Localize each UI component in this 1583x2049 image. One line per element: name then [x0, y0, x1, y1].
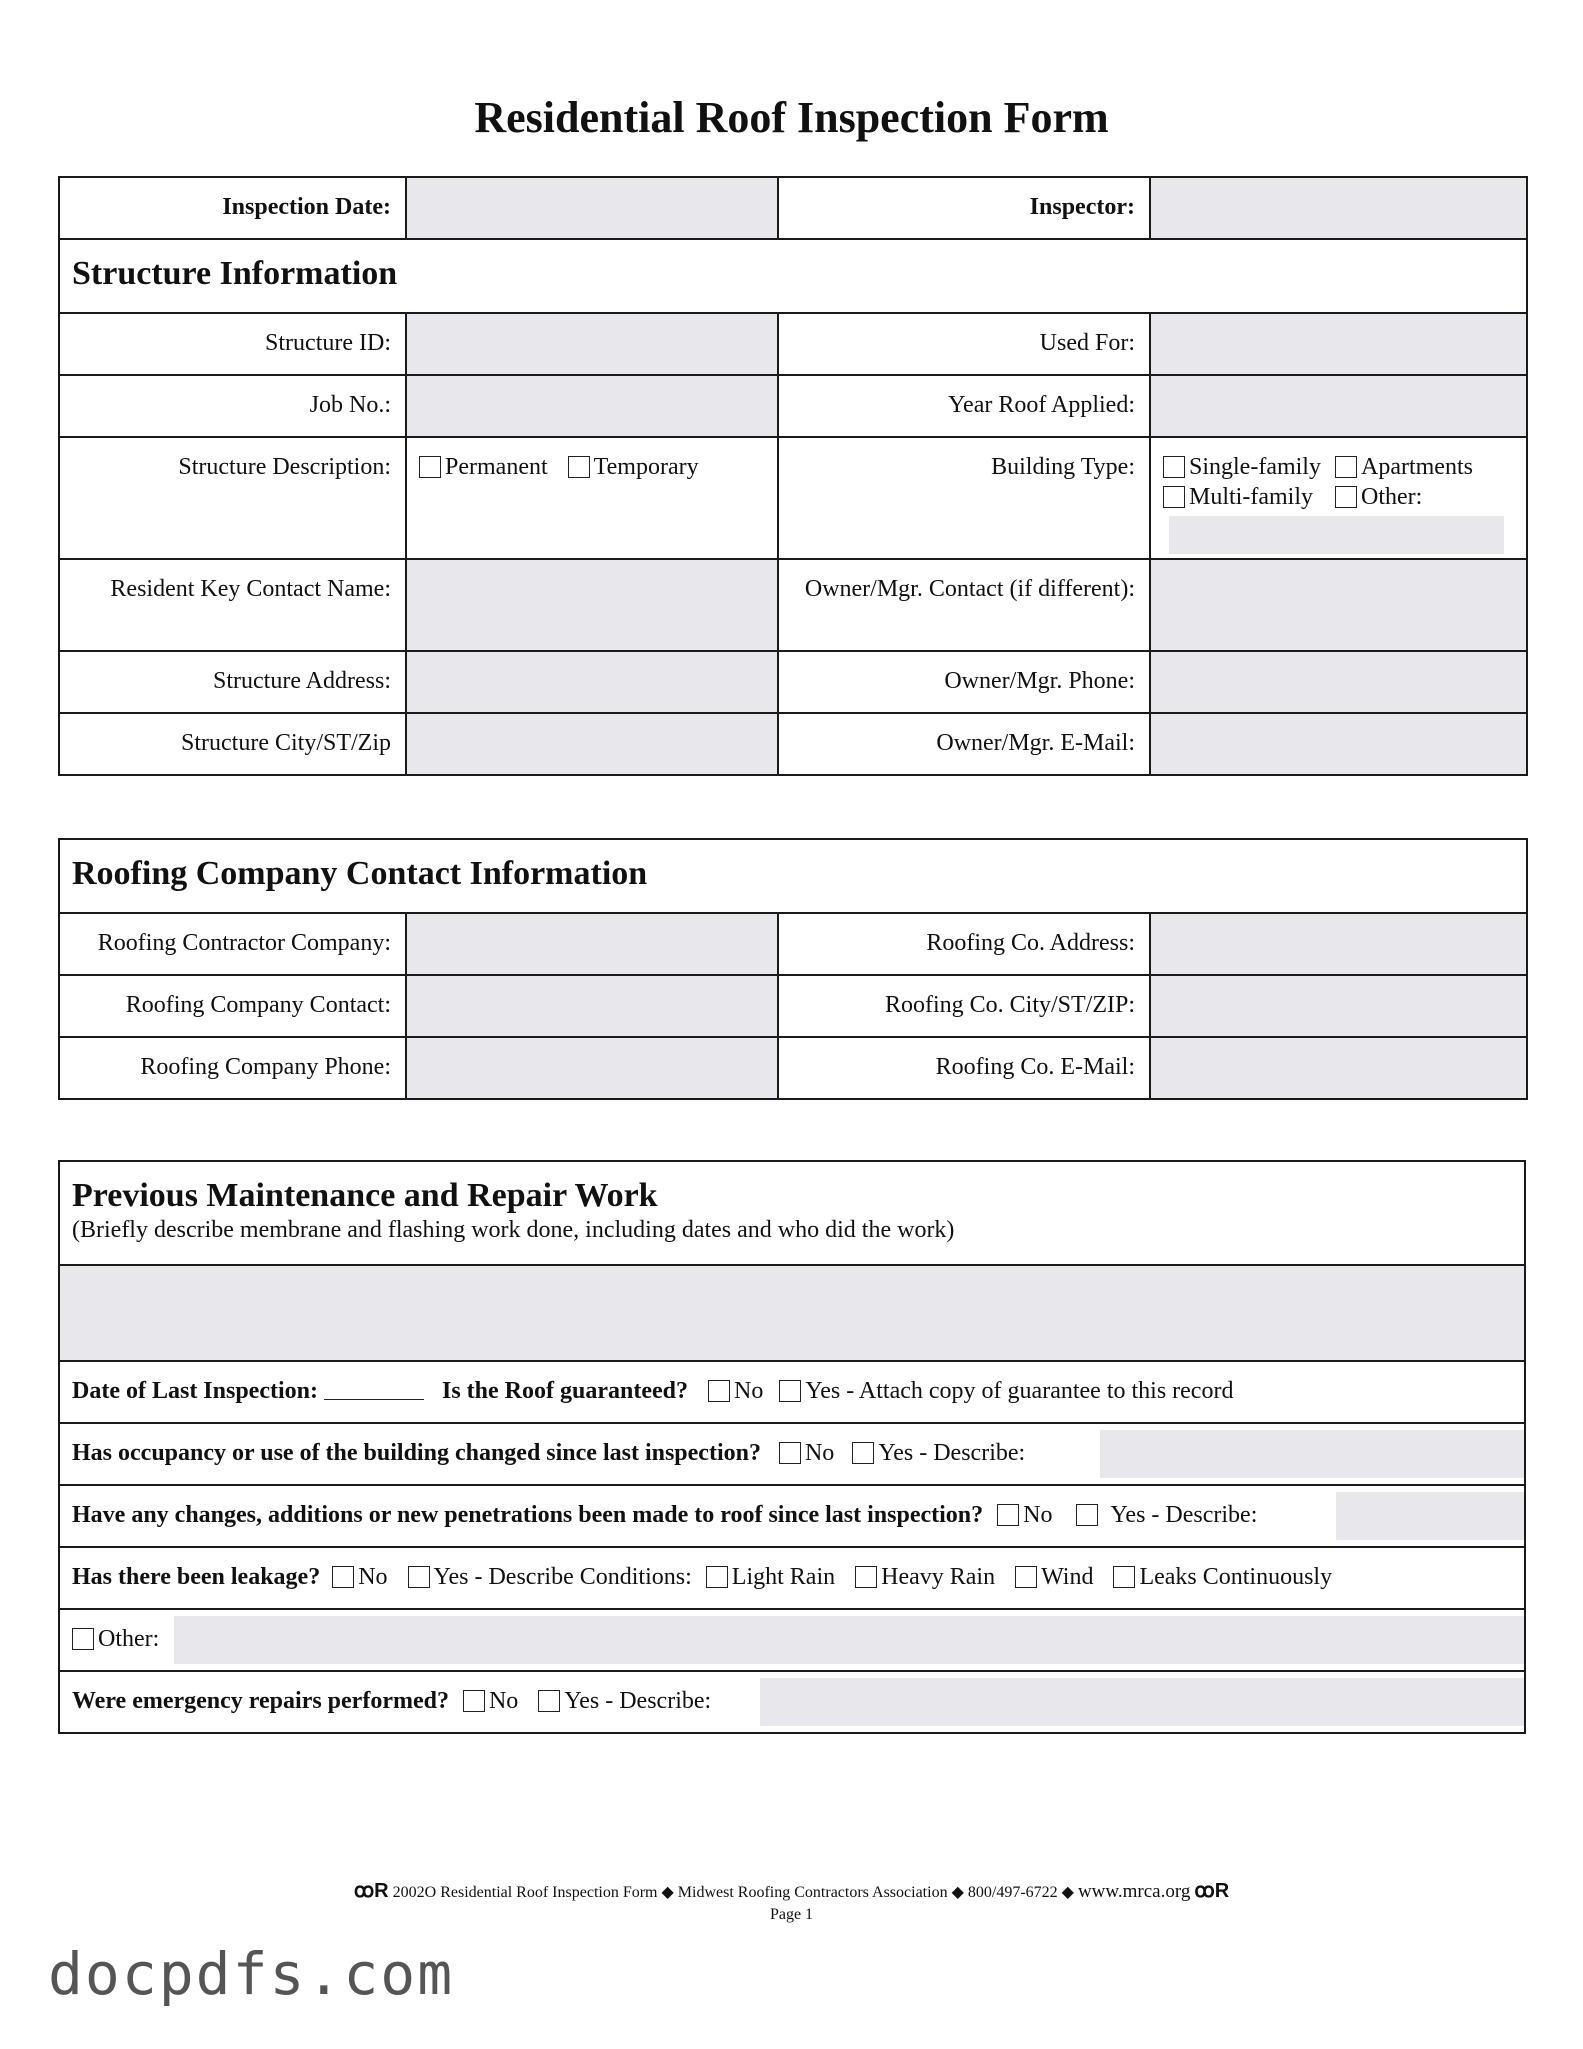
other-leak-row: [59, 1609, 1525, 1671]
year-roof-applied-label: Year Roof Applied:: [778, 375, 1150, 437]
structure-description-label: Structure Description:: [59, 437, 406, 559]
emergency-yes-label: Yes - Describe:: [564, 1688, 712, 1714]
last-inspection-date-field[interactable]: [324, 1377, 424, 1400]
job-no-field[interactable]: [406, 375, 778, 437]
roofing-email-field[interactable]: [1150, 1037, 1527, 1099]
footer-text: 2002O Residential Roof Inspection Form ◆ Midwest Roofing Contractors Association ◆ 800/497-6722 ◆: [392, 1884, 1074, 1901]
apartments-label: Apartments: [1360, 454, 1473, 480]
owner-contact-label: Owner/Mgr. Contact (if different):: [778, 559, 1150, 651]
emergency-no-checkbox[interactable]: [463, 1690, 485, 1712]
page-number: Page 1: [769, 1906, 814, 1923]
leakage-no-label: No: [358, 1564, 388, 1590]
structure-section-header: [59, 239, 1527, 313]
footer: [0, 1880, 1583, 1926]
occupancy-yes-label: Yes - Describe:: [878, 1440, 1026, 1466]
maintenance-section-title: Previous Maintenance and Repair Work: [72, 1177, 658, 1214]
structure-address-label: Structure Address:: [59, 651, 406, 713]
owner-email-label: Owner/Mgr. E-Mail:: [778, 713, 1150, 775]
emergency-question: Were emergency repairs performed?: [72, 1688, 449, 1714]
roofing-address-label: Roofing Co. Address:: [778, 913, 1150, 975]
roofing-email-label: Roofing Co. E-Mail:: [778, 1037, 1150, 1099]
leakage-no-checkbox[interactable]: [332, 1566, 354, 1588]
job-no-label: Job No.:: [59, 375, 406, 437]
occupancy-describe-field[interactable]: [1100, 1430, 1524, 1478]
roofing-city-field[interactable]: [1150, 975, 1527, 1037]
structure-description-options: [406, 437, 778, 559]
changes-describe-field[interactable]: [1336, 1492, 1524, 1540]
other-leak-checkbox[interactable]: [72, 1628, 94, 1650]
heavy-rain-checkbox[interactable]: [855, 1566, 877, 1588]
resident-contact-field[interactable]: [406, 559, 778, 651]
multi-family-label: Multi-family: [1189, 484, 1313, 510]
structure-city-field[interactable]: [406, 713, 778, 775]
year-roof-applied-field[interactable]: [1150, 375, 1527, 437]
roofing-phone-field[interactable]: [406, 1037, 778, 1099]
maintenance-section-subtitle: (Briefly describe membrane and flashing work done, including dates and who did the work): [72, 1217, 955, 1243]
owner-contact-field[interactable]: [1150, 559, 1527, 651]
roofing-section-header: [59, 839, 1527, 913]
inspection-date-label: Inspection Date:: [59, 177, 406, 239]
emergency-no-label: No: [488, 1688, 519, 1714]
used-for-field[interactable]: [1150, 313, 1527, 375]
multi-family-checkbox[interactable]: [1163, 486, 1185, 508]
other-building-label: Other:: [1360, 484, 1423, 510]
occupancy-question: Has occupancy or use of the building changed since last inspection?: [72, 1440, 761, 1466]
roofing-city-label: Roofing Co. City/ST/ZIP:: [778, 975, 1150, 1037]
structure-address-field[interactable]: [406, 651, 778, 713]
owner-email-field[interactable]: [1150, 713, 1527, 775]
other-leak-label: Other:: [98, 1626, 160, 1652]
leaks-continuously-label: Leaks Continuously: [1139, 1564, 1333, 1590]
single-family-label: Single-family: [1189, 454, 1321, 480]
watermark: docpdfs.com: [48, 1940, 455, 2008]
roofing-phone-label: Roofing Company Phone:: [59, 1037, 406, 1099]
changes-yes-label: Yes - Describe:: [1110, 1502, 1258, 1528]
other-leak-field[interactable]: [174, 1616, 1524, 1664]
structure-id-label: Structure ID:: [59, 313, 406, 375]
emergency-yes-checkbox[interactable]: [538, 1690, 560, 1712]
guaranteed-question: Is the Roof guaranteed?: [442, 1378, 688, 1404]
inspection-date-field[interactable]: [406, 177, 778, 239]
roofing-company-label: Roofing Contractor Company:: [59, 913, 406, 975]
maintenance-section-header: [59, 1161, 1525, 1265]
light-rain-checkbox[interactable]: [706, 1566, 728, 1588]
roofing-table: [58, 838, 1528, 1100]
emergency-row: [59, 1671, 1525, 1733]
heavy-rain-label: Heavy Rain: [881, 1564, 996, 1590]
other-building-field[interactable]: [1169, 516, 1504, 554]
wind-checkbox[interactable]: [1015, 1566, 1037, 1588]
footer-url: www.mrca.org: [1077, 1881, 1191, 1902]
last-inspection-label: Date of Last Inspection:: [72, 1378, 318, 1404]
leaks-continuously-checkbox[interactable]: [1113, 1566, 1135, 1588]
permanent-option-label: Permanent: [445, 454, 548, 480]
apartments-checkbox[interactable]: [1335, 456, 1357, 478]
occupancy-no-label: No: [804, 1440, 835, 1466]
changes-row: [59, 1485, 1525, 1547]
permanent-checkbox[interactable]: [419, 456, 441, 478]
emergency-describe-field[interactable]: [760, 1678, 1524, 1726]
roofing-address-field[interactable]: [1150, 913, 1527, 975]
guaranteed-yes-checkbox[interactable]: [779, 1380, 801, 1402]
owner-phone-label: Owner/Mgr. Phone:: [778, 651, 1150, 713]
leakage-yes-checkbox[interactable]: [408, 1566, 430, 1588]
changes-yes-checkbox[interactable]: [1076, 1504, 1098, 1526]
last-inspection-row: [59, 1361, 1525, 1423]
light-rain-label: Light Rain: [731, 1564, 836, 1590]
structure-table: [58, 176, 1528, 776]
building-type-label: Building Type:: [778, 437, 1150, 559]
temporary-checkbox[interactable]: [568, 456, 590, 478]
inspector-label: Inspector:: [778, 177, 1150, 239]
page-title: Residential Roof Inspection Form: [474, 93, 1109, 142]
temporary-option-label: Temporary: [593, 454, 699, 480]
changes-no-checkbox[interactable]: [997, 1504, 1019, 1526]
mrca-logo-right: ꝏR: [1194, 1880, 1230, 1902]
other-building-checkbox[interactable]: [1335, 486, 1357, 508]
leakage-row: [59, 1547, 1525, 1609]
changes-question: Have any changes, additions or new penetrations been made to roof since last inspection?: [72, 1502, 984, 1528]
owner-phone-field[interactable]: [1150, 651, 1527, 713]
roofing-contact-field[interactable]: [406, 975, 778, 1037]
single-family-checkbox[interactable]: [1163, 456, 1185, 478]
mrca-logo-left: ꝏR: [353, 1880, 389, 1902]
occupancy-yes-checkbox[interactable]: [852, 1442, 874, 1464]
structure-city-label: Structure City/ST/Zip: [59, 713, 406, 775]
changes-no-label: No: [1023, 1502, 1053, 1528]
leakage-yes-label: Yes - Describe Conditions:: [433, 1564, 692, 1590]
leakage-question: Has there been leakage?: [72, 1564, 321, 1590]
guaranteed-no-label: No: [734, 1378, 764, 1404]
structure-section-title: Structure Information: [72, 255, 398, 292]
used-for-label: Used For:: [778, 313, 1150, 375]
structure-id-field[interactable]: [406, 313, 778, 375]
occupancy-no-checkbox[interactable]: [779, 1442, 801, 1464]
inspector-field[interactable]: [1150, 177, 1527, 239]
roofing-contact-label: Roofing Company Contact:: [59, 975, 406, 1037]
roofing-section-title: Roofing Company Contact Information: [72, 855, 648, 892]
wind-label: Wind: [1041, 1564, 1094, 1590]
maintenance-description-field[interactable]: [59, 1265, 1525, 1361]
occupancy-row: [59, 1423, 1525, 1485]
maintenance-table: [58, 1160, 1526, 1734]
roofing-company-field[interactable]: [406, 913, 778, 975]
guaranteed-yes-label: Yes - Attach copy of guarantee to this record: [805, 1378, 1234, 1404]
resident-contact-label: Resident Key Contact Name:: [59, 559, 406, 651]
guaranteed-no-checkbox[interactable]: [708, 1380, 730, 1402]
building-type-options: [1150, 437, 1527, 559]
